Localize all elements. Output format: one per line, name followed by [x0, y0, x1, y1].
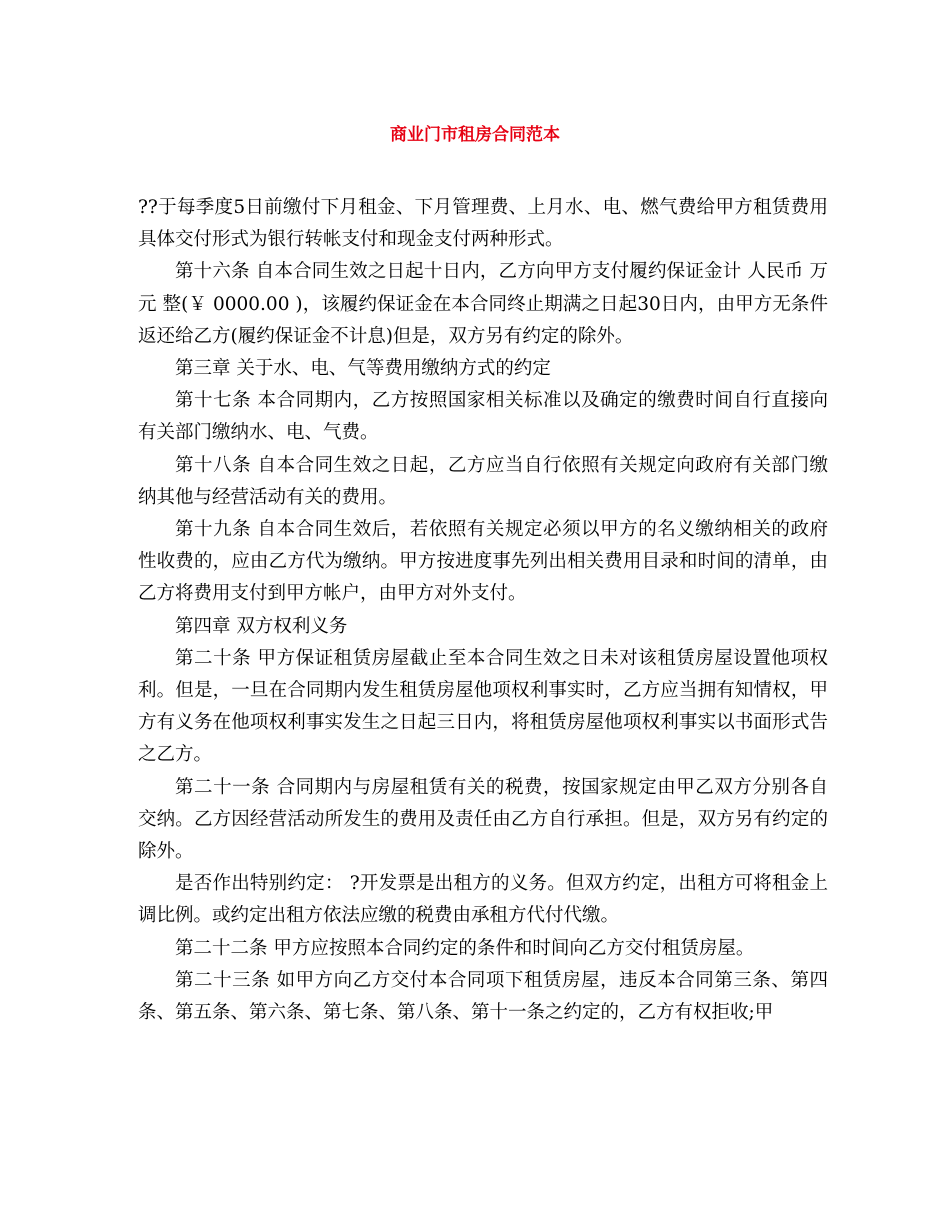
paragraph-payment-schedule: ??于每季度5日前缴付下月租金、下月管理费、上月水、电、燃气费给甲方租赁费用具体交付形式为银行转帐支付和现金支付两种形式。	[138, 197, 828, 251]
paragraph-special-agreement: 是否作出特别约定： ?开发票是出租方的义务。但双方约定，出租方可将租金上调比例。或约定出租方依法应缴的税费由承租方代付代缴。	[138, 873, 828, 927]
chapter-3-heading: 第三章 关于水、电、气等费用缴纳方式的约定	[175, 358, 551, 380]
paragraph-article-16: 第十六条 自本合同生效之日起十日内，乙方向甲方支付履约保证金计 人民币 万元 整(￥ 0000.00 )，该履约保证金在本合同终止期满之日起30日内，由甲方无条件返还给乙方(履约保证金不计息)但是，双方另有约定的除外。	[138, 261, 828, 347]
chapter-4-heading: 第四章 双方权利义务	[175, 615, 348, 637]
paragraph-article-18: 第十八条 自本合同生效之日起，乙方应当自行依照有关规定向政府有关部门缴纳其他与经营活动有关的费用。	[138, 454, 828, 508]
paragraph-article-21: 第二十一条 合同期内与房屋租赁有关的税费，按国家规定由甲乙双方分别各自交纳。乙方因经营活动所发生的费用及责任由乙方自行承担。但是，双方另有约定的除外。	[138, 776, 828, 863]
document-body	[138, 192, 828, 1029]
paragraph-article-17: 第十七条 本合同期内，乙方按照国家相关标准以及确定的缴费时间自行直接向有关部门缴纳水、电、气费。	[138, 390, 828, 444]
paragraph-article-19: 第十九条 自本合同生效后，若依照有关规定必须以甲方的名义缴纳相关的政府性收费的，应由乙方代为缴纳。甲方按进度事先列出相关费用目录和时间的清单，由乙方将费用支付到甲方帐户，由甲方对外支付。	[138, 519, 828, 605]
document-title: 商业门市租房合同范本	[390, 125, 560, 145]
paragraph-article-23: 第二十三条 如甲方向乙方交付本合同项下租赁房屋，违反本合同第三条、第四条、第五条、第六条、第七条、第八条、第十一条之约定的，乙方有权拒收;甲	[138, 969, 828, 1024]
paragraph-article-22: 第二十二条 甲方应按照本合同约定的条件和时间向乙方交付租赁房屋。	[175, 937, 755, 959]
paragraph-article-20: 第二十条 甲方保证租赁房屋截止至本合同生效之日未对该租赁房屋设置他项权利。但是，一旦在合同期内发生租赁房屋他项权利事实时，乙方应当拥有知情权，甲方有义务在他项权利事实发生之日起三日内，将租赁房屋他项权利事实以书面形式告之乙方。	[138, 647, 828, 766]
